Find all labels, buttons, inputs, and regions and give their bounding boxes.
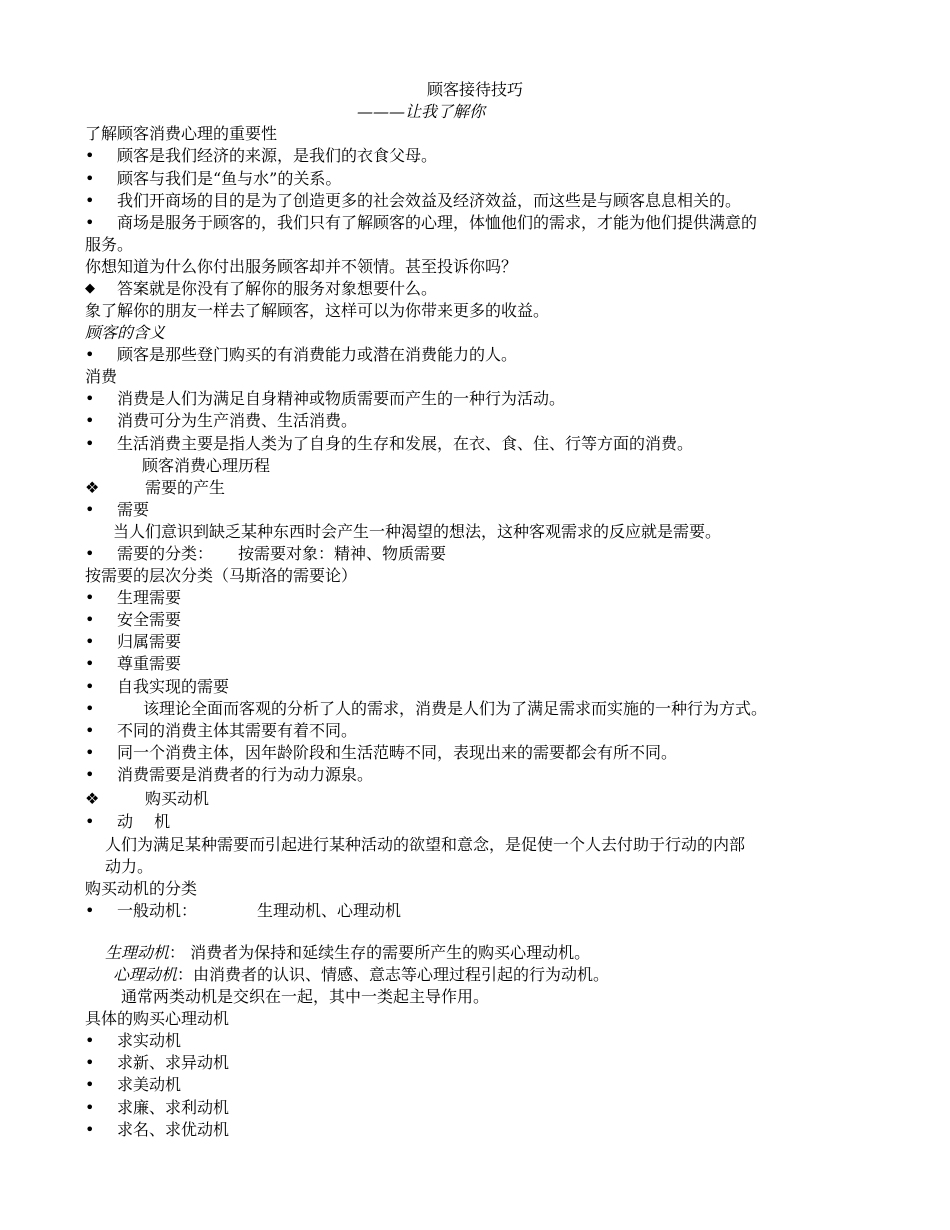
general-motive-value: 生理动机、心理动机 (257, 901, 402, 920)
need-origin-heading: 需要的产生 (145, 478, 226, 497)
list-item: 安全需要 (117, 610, 182, 629)
maslow-heading: 按需要的层次分类（马斯洛的需要论） (85, 566, 358, 585)
bullet-icon: • (85, 1031, 95, 1050)
bullet-icon: • (85, 169, 95, 188)
motive-label: 动 机 (117, 812, 171, 831)
need-classes-label: 需要的分类： (117, 544, 214, 563)
bullet-icon: • (85, 721, 95, 740)
need-label: 需要 (117, 500, 150, 519)
fleur-bullet-icon: ❖ (85, 478, 100, 497)
list-item: 不同的消费主体其需要有着不同。 (117, 721, 358, 740)
list-item: 商场是服务于顾客的，我们只有了解顾客的心理，体恤他们的需求，才能为他们提供满意的 (117, 213, 758, 232)
list-item: 消费需要是消费者的行为动力源泉。 (117, 765, 374, 784)
importance-heading: 了解顾客消费心理的重要性 (85, 124, 278, 143)
bullet-icon: • (85, 1075, 95, 1094)
bullet-icon: • (85, 654, 95, 673)
bullet-icon: • (85, 500, 95, 519)
list-item: 顾客与我们是“鱼与水”的关系。 (117, 169, 342, 188)
physio-definition: ： 消费者为保持和延续生存的需要所产生的购买心理动机。 (169, 943, 591, 962)
bullet-icon: • (85, 677, 95, 696)
bullet-icon: • (85, 765, 95, 784)
list-item: 求名、求优动机 (117, 1120, 230, 1139)
physio-motive-line (105, 942, 590, 964)
diamond-bullet-icon: ◆ (85, 281, 95, 296)
list-item: 消费可分为生产消费、生活消费。 (117, 411, 358, 430)
list-item: 自我实现的需要 (117, 677, 230, 696)
bullet-icon: • (85, 588, 95, 607)
bullet-icon: • (85, 434, 95, 453)
psych-motive-line (113, 964, 609, 986)
bullet-icon: • (85, 812, 95, 831)
list-item: 求新、求异动机 (117, 1053, 230, 1072)
consumption-heading: 消费 (85, 367, 118, 386)
bullet-icon: • (85, 1053, 95, 1072)
specific-motives-heading: 具体的购买心理动机 (85, 1009, 230, 1028)
list-item: 归属需要 (117, 632, 182, 651)
customer-heading: 顾客的含义 (85, 323, 166, 342)
bullet-icon: • (85, 213, 95, 232)
psych-term: 心理动机 (113, 965, 178, 984)
bullet-icon: • (85, 901, 95, 920)
physio-term: 生理动机 (105, 943, 170, 962)
list-item: 该理论全面而客观的分析了人的需求，消费是人们为了满足需求而实施的一种行为方式。 (143, 699, 768, 718)
list-item: 求美动机 (117, 1075, 182, 1094)
motive-heading: 购买动机 (145, 789, 210, 808)
bullet-icon: • (85, 544, 95, 563)
answer-text: 答案就是你没有了解你的服务对象想要什么。 (117, 279, 438, 298)
motive-classes-heading: 购买动机的分类 (85, 879, 198, 898)
motive-definition-line-1: 人们为满足某种需要而引起进行某种活动的欲望和意念，是促使一个人去付助于行动的内部 (105, 835, 746, 854)
bullet-icon: • (85, 191, 95, 210)
list-item: 生理需要 (117, 588, 182, 607)
list-item: 顾客是我们经济的来源，是我们的衣食父母。 (117, 146, 438, 165)
list-item-continuation: 服务。 (85, 235, 134, 254)
need-classes-value: 按需要对象：精神、物质需要 (238, 544, 447, 563)
general-motive-label: 一般动机： (117, 901, 198, 920)
need-definition: 当人们意识到缺乏某种东西时会产生一种渴望的想法，这种客观需求的反应就是需要。 (113, 522, 722, 541)
document-title: 顾客接待技巧 (426, 80, 523, 99)
bullet-icon: • (85, 411, 95, 430)
bullet-icon: • (85, 345, 95, 364)
list-item: 消费是人们为满足自身精神或物质需要而产生的一种行为活动。 (117, 389, 566, 408)
advice-text: 象了解你的朋友一样去了解顾客，这样可以为你带来更多的收益。 (85, 301, 550, 320)
bullet-icon: • (85, 610, 95, 629)
process-heading: 顾客消费心理历程 (142, 456, 271, 475)
list-item: 求实动机 (117, 1031, 182, 1050)
list-item: 生活消费主要是指人类为了自身的生存和发展，在衣、食、住、行等方面的消费。 (117, 434, 694, 453)
bullet-icon: • (85, 1120, 95, 1139)
bullet-icon: • (85, 699, 95, 718)
bullet-icon: • (85, 389, 95, 408)
fleur-bullet-icon: ❖ (85, 789, 100, 808)
document-subtitle: ———让我了解你 (357, 102, 486, 121)
bullet-icon: • (85, 632, 95, 651)
list-item: 同一个消费主体，因年龄阶段和生活范畴不同，表现出来的需要都会有所不同。 (117, 743, 678, 762)
list-item: 尊重需要 (117, 654, 182, 673)
bullet-icon: • (85, 1098, 95, 1117)
bullet-icon: • (85, 146, 95, 165)
question-text: 你想知道为什么你付出服务顾客却并不领情。甚至投诉你吗？ (85, 257, 518, 276)
motive-definition-line-2: 动力。 (105, 857, 154, 876)
list-item: 顾客是那些登门购买的有消费能力或潜在消费能力的人。 (117, 345, 518, 364)
psych-definition: ：由消费者的认识、情感、意志等心理过程引起的行为动机。 (177, 965, 610, 984)
list-item: 我们开商场的目的是为了创造更多的社会效益及经济效益，而这些是与顾客息息相关的。 (117, 191, 742, 210)
bullet-icon: • (85, 743, 95, 762)
interweave-text: 通常两类动机是交织在一起，其中一类起主导作用。 (121, 987, 490, 1006)
list-item: 求廉、求利动机 (117, 1098, 230, 1117)
